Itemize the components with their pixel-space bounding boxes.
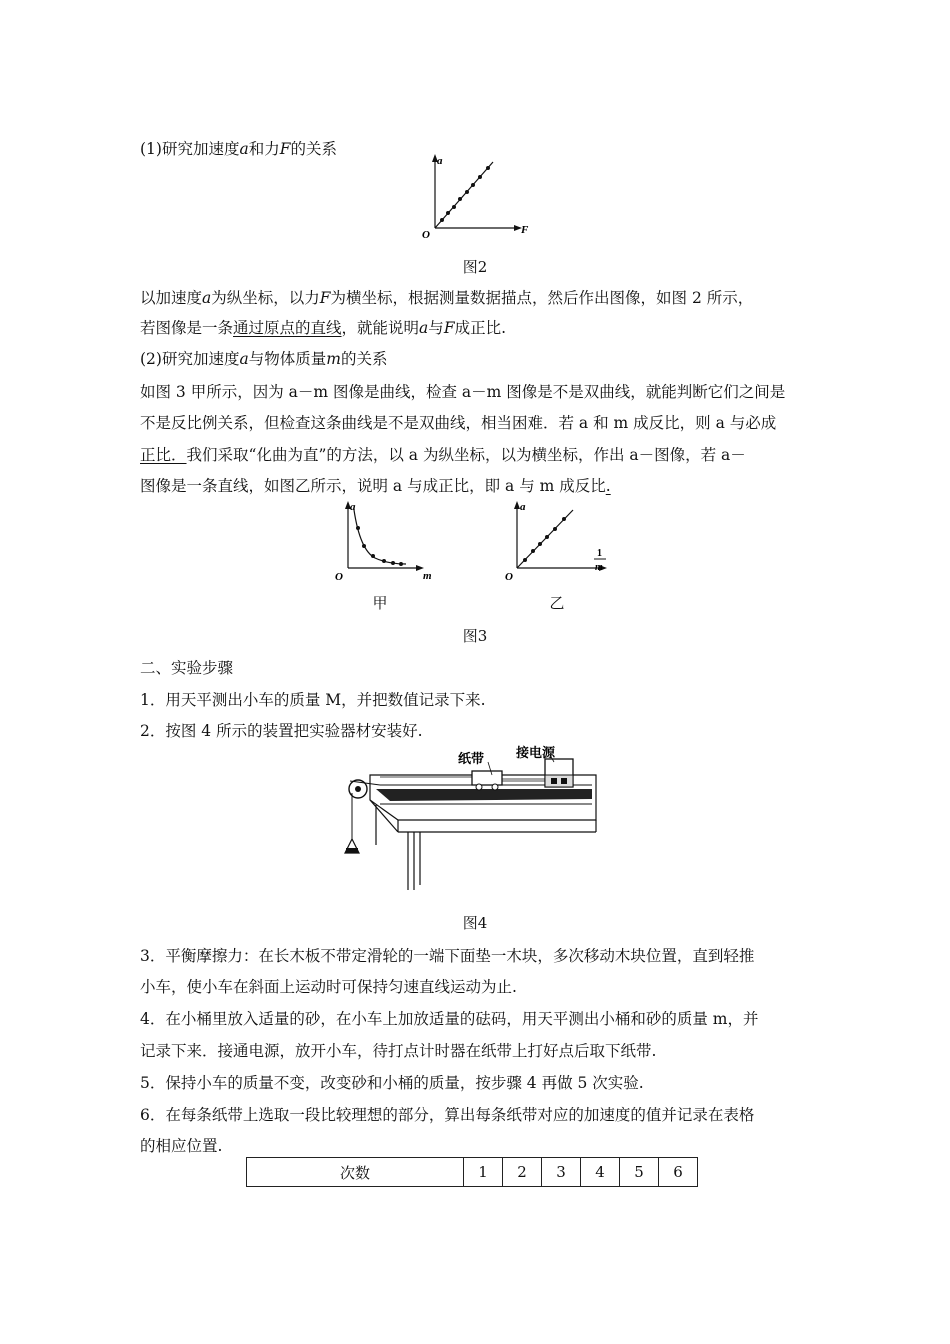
table-cell: 1 [464, 1158, 503, 1187]
text: 若图像是一条 [140, 319, 234, 337]
para2-line2: 不是反比例关系，但检查这条曲线是不是双曲线，相当困难．若 a 和 m 成反比，则 a 与必成 [140, 414, 777, 432]
axis-label-denominator: m [595, 562, 603, 573]
step-2: 2．按图 4 所示的装置把实验器材安装好. [140, 722, 423, 740]
text: 成正比. [454, 319, 507, 337]
step-5: 5．保持小车的质量不变，改变砂和小桶的质量，按步骤 4 再做 5 次实验. [140, 1074, 644, 1092]
label-paper-tape: 纸带 [458, 751, 485, 766]
var-a: a [419, 319, 429, 337]
steps-heading: 二、实验步骤 [140, 659, 234, 677]
text: 图像是一条直线，如图乙所示，说明 a 与成正比，即 a 与 m 成反比 [140, 477, 606, 495]
figure-2-caption: 图2 [462, 258, 488, 276]
axis-label-a: a [520, 501, 526, 513]
underlined-text: . [605, 477, 611, 495]
underlined-text: 通过原点的直线 [233, 319, 342, 337]
figure-3-right-graph [505, 498, 625, 584]
table-cell: 6 [659, 1158, 698, 1187]
text: 为横坐标，根据测量数据描点，然后作出图像，如图 2 所示， [330, 289, 754, 307]
table-cell: 4 [581, 1158, 620, 1187]
label-power-supply: 接电源 [516, 745, 556, 760]
text: 与 [428, 319, 444, 337]
var-F: F [443, 319, 455, 337]
heading-text: 与物体质量 [248, 350, 327, 368]
trial-count-table [246, 1157, 698, 1187]
table-cell: 5 [620, 1158, 659, 1187]
axis-label-m: m [423, 570, 432, 582]
heading-text: (2)研究加速度 [140, 350, 240, 368]
para1-line2 [140, 317, 506, 339]
figure-3-left-graph [330, 498, 440, 584]
table-header-cell: 次数 [247, 1158, 464, 1187]
heading-text: 的关系 [340, 350, 388, 368]
axis-label-F: F [521, 224, 529, 236]
step-3-line1: 3．平衡摩擦力：在长木板不带定滑轮的一端下面垫一木块，多次移动木块位置，直到轻推 [140, 947, 755, 965]
table-row [247, 1158, 698, 1187]
table-cell: 2 [503, 1158, 542, 1187]
figure-4-apparatus [340, 745, 602, 897]
heading-text: 和力 [248, 140, 280, 158]
text: 我们采取“化曲为直”的方法，以 a 为纵坐标，以为横坐标，作出 a－图像，若 a－ [186, 446, 746, 464]
heading-text: 的关系 [290, 140, 338, 158]
figure-3-right-label: 乙 [549, 594, 565, 612]
step-1: 1．用天平测出小车的质量 M，并把数值记录下来. [140, 691, 486, 709]
step-6-line2: 的相应位置. [140, 1137, 223, 1155]
step-4-line2: 记录下来．接通电源，放开小车，待打点计时器在纸带上打好点后取下纸带. [140, 1042, 657, 1060]
origin-label: O [335, 571, 343, 583]
para2-line4 [140, 475, 611, 497]
figure-3-caption: 图3 [462, 627, 488, 645]
table-cell: 3 [542, 1158, 581, 1187]
step-4-line1: 4．在小桶里放入适量的砂，在小车上加放适量的砝码，用天平测出小桶和砂的质量 m，并 [140, 1010, 759, 1028]
para2-line3 [140, 444, 746, 466]
figure-4-caption: 图4 [462, 914, 488, 932]
figure-3-left-label: 甲 [372, 594, 388, 612]
axis-label-a: a [350, 501, 356, 513]
text: 以加速度 [140, 289, 203, 307]
section2-heading [140, 348, 387, 370]
para2-line1: 如图 3 甲所示，因为 a－m 图像是曲线，检查 a－m 图像是不是双曲线，就能判断它们之间是 [140, 383, 786, 401]
underlined-text: 正比． [140, 446, 187, 464]
var-m: m [326, 350, 341, 368]
text: 为纵坐标，以力 [211, 289, 320, 307]
var-a: a [239, 140, 249, 158]
step-3-line2: 小车，使小车在斜面上运动时可保持匀速直线运动为止. [140, 978, 517, 996]
section1-heading [140, 138, 337, 160]
var-a: a [202, 289, 212, 307]
var-F: F [279, 140, 291, 158]
var-a: a [239, 350, 249, 368]
para1-line1 [140, 287, 753, 309]
axis-label-a: a [437, 155, 443, 167]
text: ，就能说明 [341, 319, 420, 337]
var-F: F [319, 289, 331, 307]
step-6-line1: 6．在每条纸带上选取一段比较理想的部分，算出每条纸带对应的加速度的值并记录在表格 [140, 1106, 755, 1124]
heading-text: (1)研究加速度 [140, 140, 240, 158]
axis-label-numerator: 1 [597, 548, 602, 559]
figure-2-graph [410, 150, 540, 242]
origin-label: O [422, 229, 430, 241]
origin-label: O [505, 571, 513, 583]
